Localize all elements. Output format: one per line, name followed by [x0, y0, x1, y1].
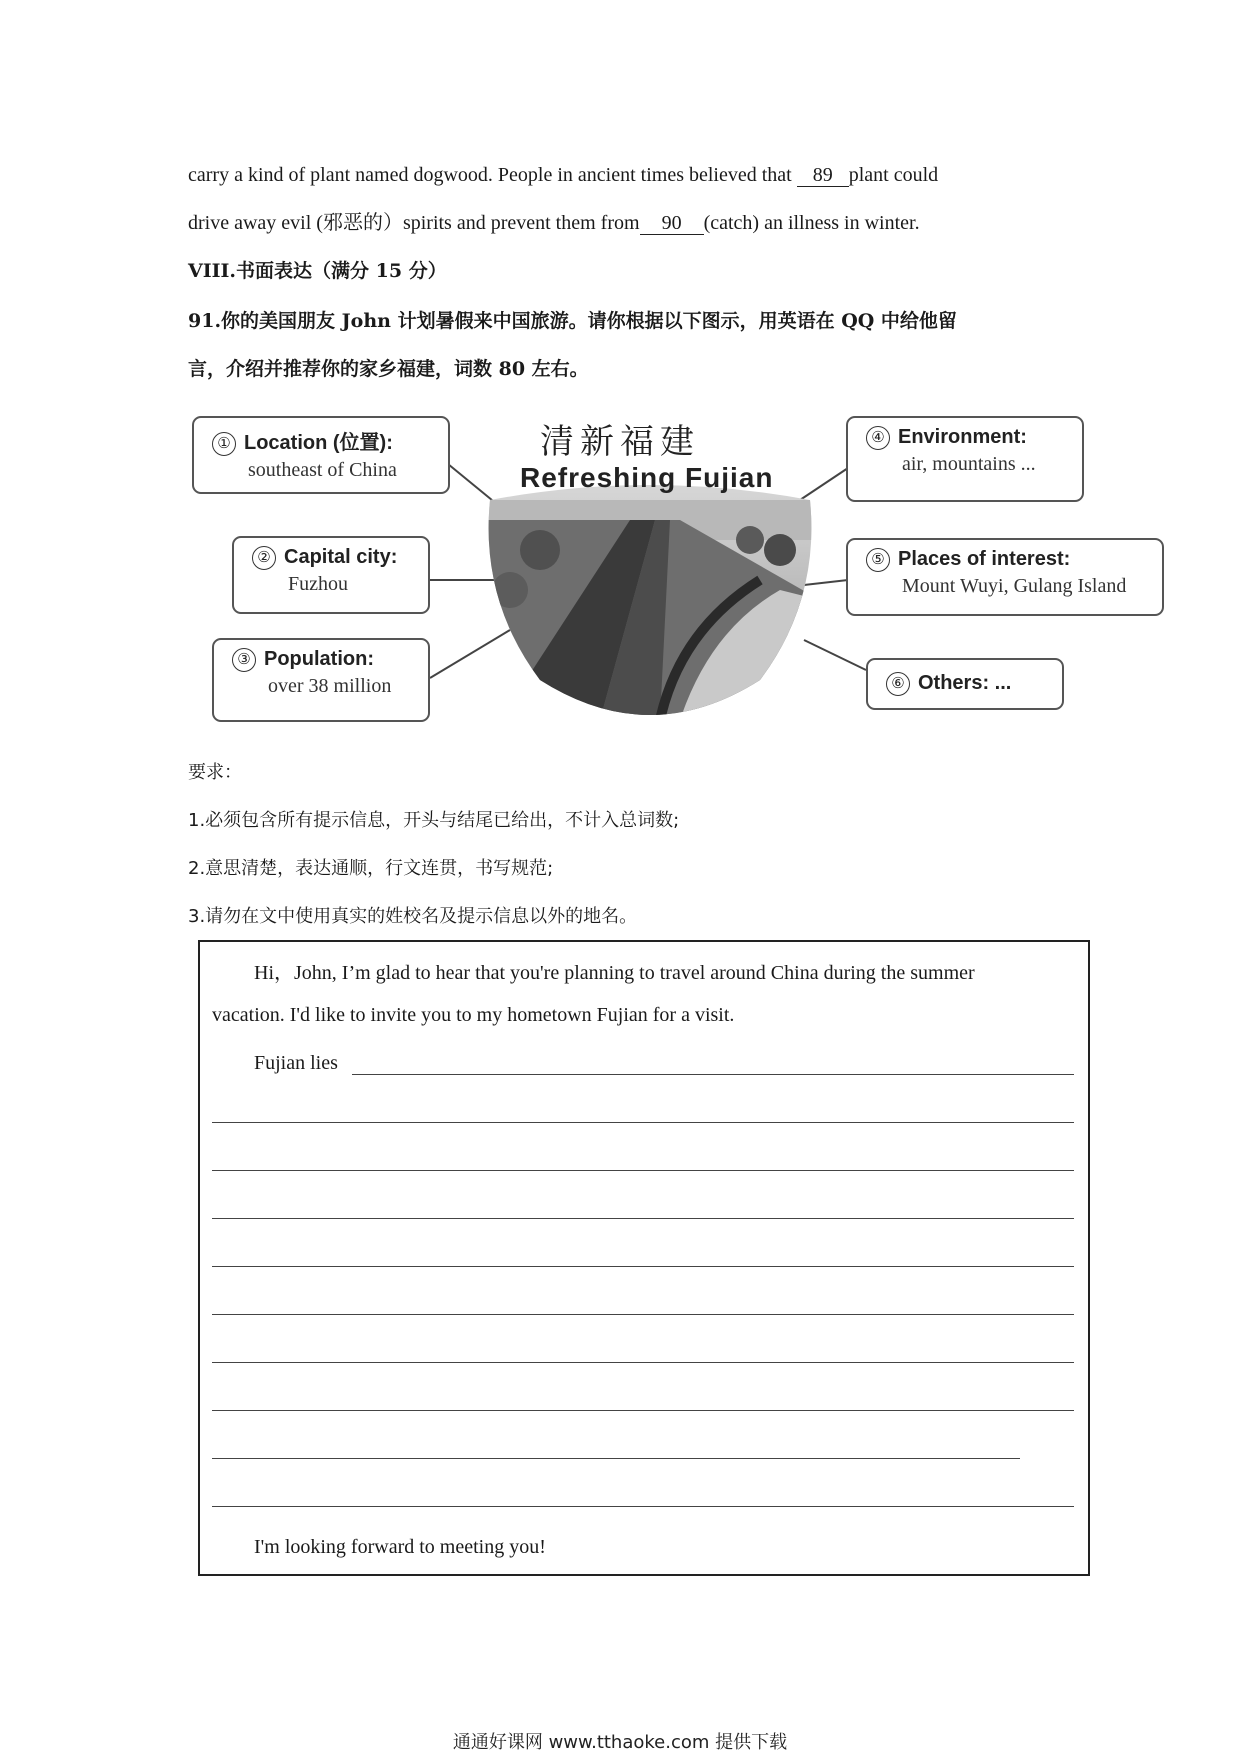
number-badge: ⑤ — [866, 548, 890, 572]
number-badge: ① — [212, 432, 236, 456]
diagram-title-cn: 清新福建 — [540, 422, 700, 462]
info-box-capital — [232, 536, 430, 614]
info-box-population — [212, 638, 430, 722]
writing-line[interactable] — [212, 1362, 1074, 1363]
writing-line[interactable] — [352, 1074, 1074, 1075]
requirement-item: 3.请勿在文中使用真实的姓校名及提示信息以外的地名。 — [188, 906, 638, 927]
blank-89: 89 — [797, 164, 849, 187]
passage-text: plant could — [848, 164, 939, 186]
passage-text: drive away evil (邪恶的）spirits and prevent them from — [188, 212, 640, 234]
info-box-label: Location (位置): — [244, 432, 393, 454]
info-box-label: Others: ... — [918, 672, 1012, 694]
requirement-item: 1.必须包含所有提示信息，开头与结尾已给出，不计入总词数; — [188, 810, 680, 831]
number-badge: ④ — [866, 426, 890, 450]
number-badge: ③ — [232, 648, 256, 672]
info-box-value: over 38 million — [268, 675, 392, 697]
info-box-head — [866, 548, 1148, 572]
diagram-title-en: Refreshing Fujian — [520, 462, 774, 493]
writing-line[interactable] — [212, 1122, 1074, 1123]
fujian-road-photo — [480, 480, 820, 720]
info-box-places — [846, 538, 1164, 616]
number-badge: ⑥ — [886, 672, 910, 696]
number-badge: ② — [252, 546, 276, 570]
passage-line-1 — [188, 162, 938, 188]
opening-line-2: vacation. I'd like to invite you to my hometown Fujian for a visit. — [212, 1004, 735, 1026]
info-box-value: Mount Wuyi, Gulang Island — [902, 575, 1127, 597]
writing-line[interactable] — [212, 1314, 1074, 1315]
info-box-head — [252, 546, 414, 570]
writing-line[interactable] — [212, 1410, 1074, 1411]
info-box-location — [192, 416, 450, 494]
info-box-value: southeast of China — [248, 459, 397, 481]
info-box-label: Environment: — [898, 426, 1027, 448]
writing-line[interactable] — [212, 1218, 1074, 1219]
info-box-value: air, mountains ... — [902, 453, 1036, 475]
prompt-line-2: 言，介绍并推荐你的家乡福建，词数 80 左右。 — [188, 358, 589, 380]
writing-line[interactable] — [212, 1506, 1074, 1507]
info-box-value: Fuzhou — [288, 573, 348, 595]
footer-watermark: 通通好课网 www.tthaoke.com 提供下载 — [452, 1732, 788, 1753]
opening-line-1: Hi，John, I’m glad to hear that you're planning to travel around China during the summer — [254, 962, 975, 984]
writing-answer-box[interactable] — [198, 940, 1090, 1576]
blank-90: 90 — [640, 212, 704, 235]
info-box-head — [232, 648, 414, 672]
info-box-label: Capital city: — [284, 546, 398, 568]
info-box-head — [886, 672, 1048, 696]
info-box-head — [212, 426, 434, 456]
closing-line: I'm looking forward to meeting you! — [254, 1536, 546, 1558]
info-box-environment — [846, 416, 1084, 502]
writing-line[interactable] — [212, 1458, 1020, 1459]
prompt-line-1: 91.你的美国朋友 John 计划暑假来中国旅游。请你根据以下图示，用英语在 QQ 中给他留 — [188, 310, 957, 332]
starter-text: Fujian lies — [254, 1052, 338, 1074]
section-heading: VIII.书面表达（满分 15 分） — [188, 260, 447, 282]
passage-line-2 — [188, 210, 920, 236]
info-box-others — [866, 658, 1064, 710]
info-box-label: Population: — [264, 648, 374, 670]
passage-text: carry a kind of plant named dogwood. People in ancient times believed that — [188, 164, 797, 186]
passage-text: (catch) an illness in winter. — [703, 212, 920, 234]
writing-line[interactable] — [212, 1170, 1074, 1171]
requirements-label: 要求： — [188, 762, 242, 783]
info-box-head — [866, 426, 1068, 450]
writing-line[interactable] — [212, 1266, 1074, 1267]
requirement-item: 2.意思清楚，表达通顺，行文连贯，书写规范; — [188, 858, 554, 879]
info-box-label: Places of interest: — [898, 548, 1071, 570]
